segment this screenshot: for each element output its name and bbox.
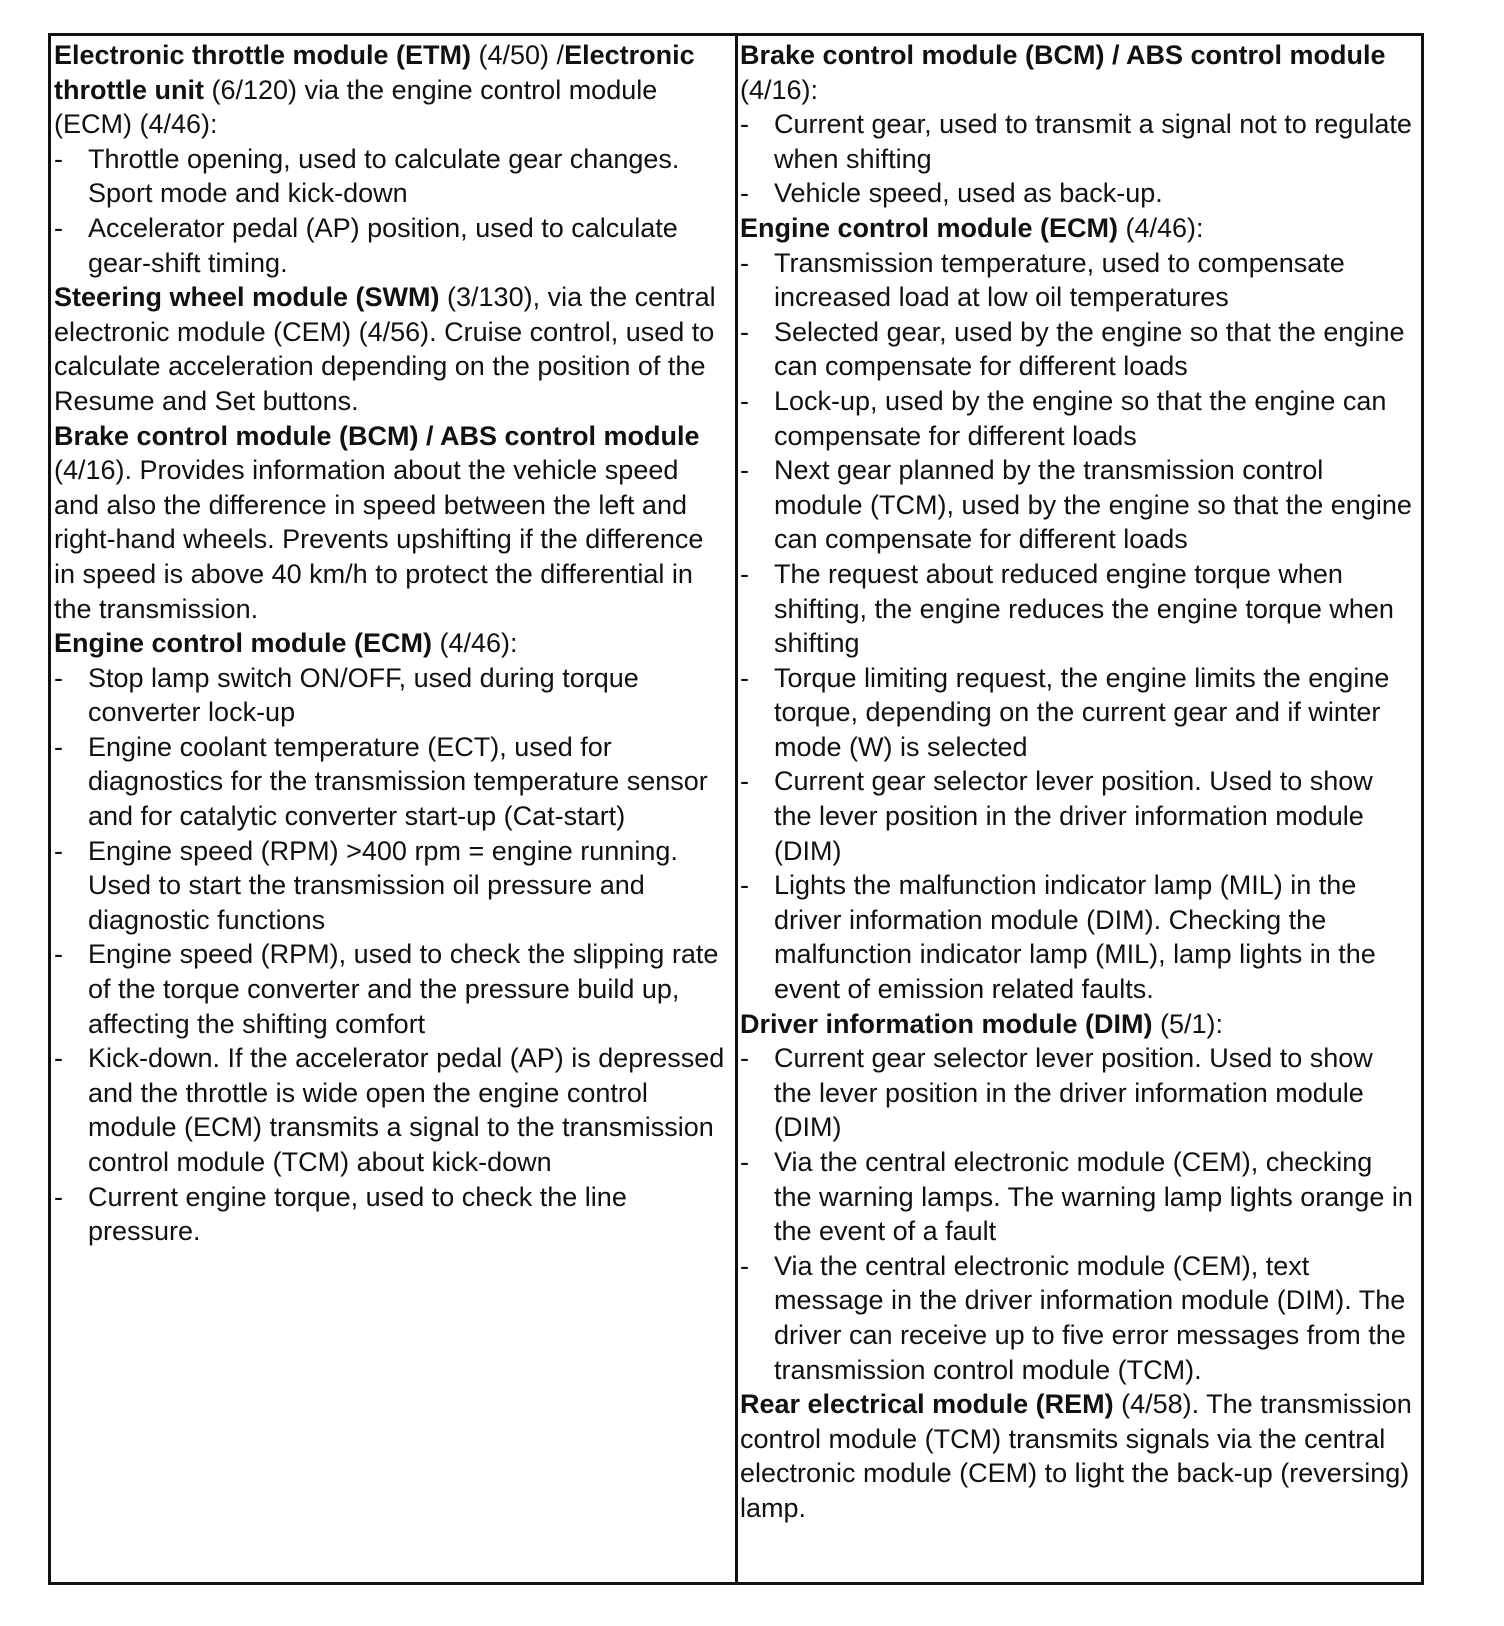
list-item — [54, 211, 729, 280]
list-item — [740, 1145, 1415, 1249]
dash-bullet-icon: - — [740, 178, 749, 209]
dash-bullet-icon: - — [54, 939, 63, 970]
heading-text: (4/50) / — [471, 40, 565, 70]
list-item — [740, 764, 1415, 868]
dash-bullet-icon: - — [740, 385, 749, 416]
section-rear-electrical-module-rem — [740, 1387, 1415, 1525]
section-heading — [54, 38, 729, 142]
heading-text: (3/130), via the central electronic module (CEM) (4/56). Cruise control, used to calculate acceleration depending on the position of the Resume and Set buttons. — [54, 282, 716, 416]
list-item-text: Next gear planned by the transmission control module (TCM), used by the engine so that the engine can compensate for different loads — [774, 455, 1412, 555]
section-heading — [740, 1007, 1415, 1042]
list-item — [740, 176, 1415, 211]
list-item — [740, 557, 1415, 661]
list-item — [740, 661, 1415, 765]
section-electronic-throttle-module-etm — [54, 38, 729, 280]
section-engine-control-module-ecm — [54, 626, 729, 1249]
list-item — [740, 868, 1415, 1006]
heading-text: (4/16): — [740, 74, 819, 105]
dash-bullet-icon: - — [740, 870, 749, 901]
section-heading — [54, 280, 729, 418]
list-item — [54, 730, 729, 834]
section-heading — [54, 419, 729, 627]
heading-text: (5/1): — [1152, 1008, 1224, 1039]
list-item-text: The request about reduced engine torque when shifting, the engine reduces the engine torque when shifting — [774, 558, 1394, 659]
list-item-text: Selected gear, used by the engine so that the engine can compensate for different loads — [774, 316, 1405, 382]
list-item — [740, 1041, 1415, 1145]
document-table — [48, 33, 1424, 1585]
dash-bullet-icon: - — [740, 1043, 749, 1074]
list-item — [54, 661, 729, 730]
list-item — [54, 937, 729, 1041]
dash-bullet-icon: - — [54, 835, 63, 866]
section-heading — [740, 1387, 1415, 1525]
list-item-text: Engine speed (RPM), used to check the slipping rate of the torque converter and the pressure build up, affecting the shifting comfort — [88, 939, 719, 1039]
list-item — [740, 315, 1415, 384]
list-item-text: Current gear, used to transmit a signal not to regulate when shifting — [774, 109, 1412, 174]
dash-bullet-icon: - — [740, 1250, 749, 1281]
list-item — [54, 142, 729, 211]
list-item — [54, 1180, 729, 1249]
dash-bullet-icon: - — [740, 247, 749, 278]
module-name: Rear electrical module (REM) — [740, 1389, 1114, 1420]
list-item — [740, 107, 1415, 176]
dash-bullet-icon: - — [54, 212, 63, 243]
dash-bullet-icon: - — [54, 662, 63, 693]
section-heading — [740, 211, 1415, 246]
list-item — [740, 246, 1415, 315]
list-item-text: Kick-down. If the accelerator pedal (AP) is depressed and the throttle is wide open the engine control module (ECM) transmits a signal to the transmission control module (TCM) about kick-down — [88, 1043, 725, 1177]
list-item-text: Engine coolant temperature (ECT), used for diagnostics for the transmission temperature sensor and for catalytic converter start-up (Cat-start) — [88, 731, 708, 832]
list-item-text: Via the central electronic module (CEM), checking the warning lamps. The warning lamp lights orange in the event of a fault — [774, 1147, 1413, 1247]
section-heading — [740, 38, 1415, 107]
dash-bullet-icon: - — [54, 143, 63, 174]
dash-bullet-icon: - — [54, 731, 63, 762]
dash-bullet-icon: - — [740, 455, 749, 486]
left-column — [51, 36, 738, 1582]
dash-bullet-icon: - — [740, 1147, 749, 1177]
list-item-text: Accelerator pedal (AP) position, used to calculate gear-shift timing. — [88, 212, 678, 278]
list-item-text: Via the central electronic module (CEM), text message in the driver information module (DIM). The driver can receive up to five error messages from the transmission control module (TCM). — [774, 1250, 1406, 1385]
list-item-text: Throttle opening, used to calculate gear changes. Sport mode and kick-down — [88, 143, 680, 209]
list-item — [54, 834, 729, 938]
section-driver-information-module-dim — [740, 1007, 1415, 1388]
module-name: Driver information module (DIM) — [740, 1008, 1153, 1039]
heading-text: (4/46): — [1118, 212, 1204, 243]
list-item-text: Current gear selector lever position. Used to show the lever position in the driver information module (DIM) — [774, 766, 1373, 866]
section-steering-wheel-module-swm — [54, 280, 729, 418]
list-item-text: Engine speed (RPM) >400 rpm = engine running. Used to start the transmission oil pressure and diagnostic functions — [88, 835, 678, 935]
dash-bullet-icon: - — [740, 662, 749, 693]
module-name: Steering wheel module (SWM) — [54, 282, 440, 313]
module-name: Engine control module (ECM) — [740, 212, 1118, 243]
right-column — [738, 36, 1421, 1582]
module-name: Electronic throttle unit — [54, 40, 695, 105]
section-heading — [54, 626, 729, 661]
dash-bullet-icon: - — [54, 1181, 63, 1212]
module-name: Brake control module (BCM) / ABS control module — [54, 420, 700, 451]
heading-text: (4/16). Provides information about the vehicle speed and also the difference in speed between the left and right-hand wheels. Prevents upshifting if the difference in speed is above 40 km/h to protect the differential in the transmission. — [54, 455, 704, 624]
module-name: Electronic throttle module (ETM) — [54, 40, 472, 70]
heading-text: (6/120) via the engine control module (ECM) (4/46): — [54, 74, 658, 140]
dash-bullet-icon: - — [740, 109, 749, 140]
dash-bullet-icon: - — [740, 316, 749, 347]
list-item-text: Stop lamp switch ON/OFF, used during torque converter lock-up — [88, 662, 639, 728]
heading-text: (4/46): — [432, 628, 518, 659]
list-item — [740, 384, 1415, 453]
list-item — [54, 1041, 729, 1179]
list-item-text: Torque limiting request, the engine limits the engine torque, depending on the current gear and if winter mode (W) is selected — [774, 662, 1390, 762]
section-engine-control-module-ecm — [740, 211, 1415, 1007]
section-brake-control-module-bcm-abs-control-module — [54, 419, 729, 627]
list-item-text: Current engine torque, used to check the line pressure. — [88, 1181, 627, 1247]
list-item — [740, 453, 1415, 557]
list-item-text: Lock-up, used by the engine so that the engine can compensate for different loads — [774, 385, 1387, 451]
list-item-text: Current gear selector lever position. Used to show the lever position in the driver information module (DIM) — [774, 1043, 1373, 1143]
dash-bullet-icon: - — [740, 766, 749, 797]
dash-bullet-icon: - — [54, 1043, 63, 1074]
section-brake-control-module-bcm-abs-control-module — [740, 38, 1415, 211]
list-item-text: Lights the malfunction indicator lamp (MIL) in the driver information module (DIM). Checking the malfunction indicator lamp (MIL), lamp lights in the event of emission related faults. — [774, 870, 1376, 1005]
module-name: Engine control module (ECM) — [54, 628, 432, 659]
list-item-text: Transmission temperature, used to compensate increased load at low oil temperatures — [774, 247, 1345, 313]
module-name: Brake control module (BCM) / ABS control module — [740, 40, 1386, 70]
heading-text: (4/58). The transmission control module (TCM) transmits signals via the central electronic module (CEM) to light the back-up (reversing) lamp. — [740, 1389, 1412, 1523]
list-item-text: Vehicle speed, used as back-up. — [774, 178, 1163, 209]
list-item — [740, 1249, 1415, 1387]
dash-bullet-icon: - — [740, 558, 749, 589]
